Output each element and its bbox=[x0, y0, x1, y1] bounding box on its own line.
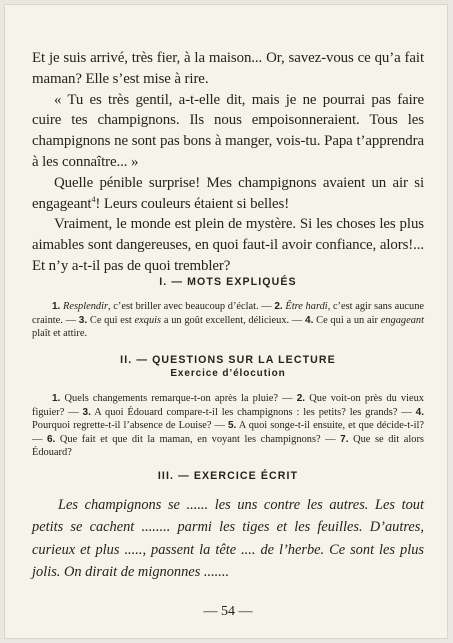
question-text: Que se dit alors Édouard? bbox=[32, 433, 424, 458]
reading-questions bbox=[32, 392, 424, 460]
definition-text: plaît et attire. bbox=[32, 328, 88, 339]
question-text: Que voit-on près du vieux figuier? — bbox=[32, 393, 425, 418]
item-number: 5. bbox=[227, 420, 237, 431]
definition-text: , c’est briller avec beaucoup d’éclat. — bbox=[108, 301, 272, 312]
question-text: Pourquoi regrette-t-il l’absence de Louise? — bbox=[32, 420, 225, 431]
item-number: 2. bbox=[274, 301, 283, 312]
item-number: 4. bbox=[305, 314, 314, 326]
question-text: Que fait et que dit la maman, en voyant les champignons? — bbox=[59, 433, 336, 445]
section-heading-mots-expliques: I. — MOTS EXPLIQUÉS bbox=[159, 276, 297, 288]
page-number: — 54 — bbox=[203, 604, 253, 619]
story-paragraph: Et je suis arrivé, très fier, à la maison... Or, savez-vous ce qu’a fait maman? Elle s’est mise à rire. bbox=[32, 50, 424, 87]
item-number: 3. bbox=[78, 314, 88, 326]
written-exercise bbox=[32, 494, 424, 584]
section-heading-exercice-ecrit: III. — EXERCICE ÉCRIT bbox=[157, 470, 299, 482]
question-text: A quoi songe-t-il ensuite, et que décide-t-il? — bbox=[32, 420, 425, 445]
question-text: Quels changements remarque-t-on après la pluie? — bbox=[64, 393, 293, 404]
defined-word: engageant bbox=[380, 314, 424, 326]
story-text bbox=[32, 48, 424, 277]
defined-word: Être hardi bbox=[285, 301, 328, 312]
definition-text: Ce qui est bbox=[89, 314, 132, 326]
definition-text: a un goût excellent, délicieux. — bbox=[163, 314, 303, 326]
section-subheading: Exercice d’élocution bbox=[170, 368, 286, 379]
book-page bbox=[4, 4, 448, 639]
item-number: 1. bbox=[52, 393, 61, 404]
story-paragraph: Vraiment, le monde est plein de mystère. Si les choses les plus aimables sont dangereuses, en quoi faut-il avoir confiance, alors!... Et n’y a-t-il pas de quoi trembler? bbox=[32, 216, 424, 274]
story-text-run: Quelle pénible surprise! Mes champignons avaient un air si engageant bbox=[32, 174, 424, 212]
exercise-text: Les champignons se ...... les uns contre les autres. Les tout petits se cachent ........ parmi les tiges et les feuilles. D’autres, curieux et plus ....., passent la tête .... de l’herbe. Ce sont les plus jolis. On dirait de mignonnes ....... bbox=[32, 497, 424, 581]
item-number: 1. bbox=[52, 301, 61, 312]
definitions-paragraph bbox=[32, 300, 424, 341]
item-number: 6. bbox=[46, 433, 56, 445]
definition-text: Ce qui a un air bbox=[316, 314, 378, 326]
story-text-run: ! Leurs couleurs étaient si belles! bbox=[95, 195, 290, 212]
story-paragraph: « Tu es très gentil, a-t-elle dit, mais je ne pourrai pas faire cuire tes champignons. Ils nous empoisonneraient. Tous les champignons ne sont pas bons à manger, vois-tu. Papa t’apprendra à les connaître... » bbox=[32, 91, 424, 170]
item-number: 4. bbox=[415, 406, 425, 418]
footnote-marker: 4 bbox=[91, 194, 96, 204]
item-number: 2. bbox=[296, 393, 306, 404]
section-heading-questions: II. — QUESTIONS SUR LA LECTURE bbox=[120, 354, 336, 366]
definition-text: , c’est agir sans aucune crainte. — bbox=[32, 301, 425, 326]
item-number: 3. bbox=[82, 406, 91, 418]
defined-word: Resplendir bbox=[63, 301, 109, 312]
item-number: 7. bbox=[340, 433, 349, 445]
defined-word: exquis bbox=[134, 314, 162, 326]
question-text: A quoi Édouard compare-t-il les champignons : les petits? les grands? — bbox=[94, 406, 412, 418]
story-paragraph bbox=[32, 173, 424, 215]
vocabulary-definitions bbox=[32, 300, 424, 341]
questions-paragraph bbox=[32, 392, 424, 460]
